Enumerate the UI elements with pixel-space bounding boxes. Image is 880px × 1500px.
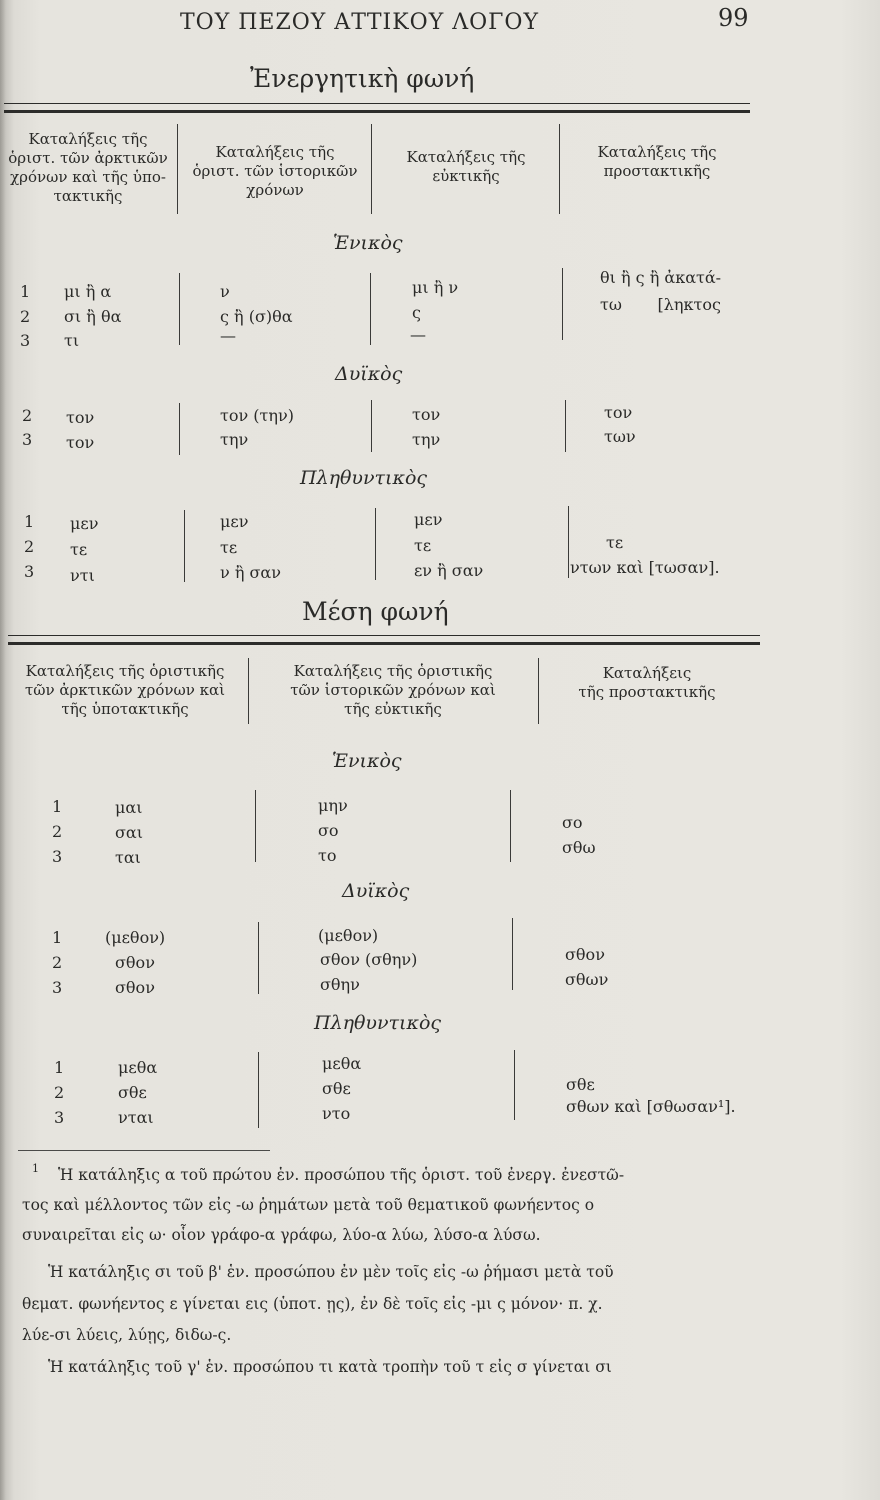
footnote-separator xyxy=(18,1150,270,1151)
row-number: 1 xyxy=(24,512,35,531)
footnote-line: θεματ. φωνήεντος ε γίνεται εις (ὑποτ. ῃς), ἐν δὲ τοῖς εἰς -μι ς μόνον· π. χ. xyxy=(22,1295,603,1313)
active-du-divider-2 xyxy=(371,400,372,452)
active-header-divider-1 xyxy=(177,124,178,214)
active-sg-3-c2: — xyxy=(220,326,236,345)
middle-du-2-c1: σθον xyxy=(115,953,155,972)
middle-du-divider-1 xyxy=(258,922,259,994)
footnote-line: συναιρεῖται εἰς ω· οἷον γράφο-α γράφω, λύο-α λύω, λύσο-α λύσω. xyxy=(22,1226,541,1244)
row-number: 3 xyxy=(20,331,31,350)
footnote-line: Ἡ κατάληξις σι τοῦ β' ἑν. προσώπου ἐν μὲν τοῖς εἰς -ω ῥήμασι μετὰ τοῦ xyxy=(48,1263,614,1281)
row-number: 1 xyxy=(52,797,63,816)
active-header-divider-3 xyxy=(559,124,560,214)
active-pl-1-c1: μεν xyxy=(70,514,99,533)
row-number: 2 xyxy=(52,822,63,841)
middle-header-divider-1 xyxy=(248,658,249,724)
active-header-divider-2 xyxy=(371,124,372,214)
active-header-col1: Καταλήξεις τῆς ὁριστ. τῶν ἀρκτικῶν χρόνων καὶ τῆς ὑπο- τακτικῆς xyxy=(8,130,168,205)
middle-pl-divider-1 xyxy=(258,1052,259,1128)
active-du-2-c3: τον xyxy=(412,405,441,424)
middle-sg-1-c1: μαι xyxy=(115,798,143,817)
middle-sg-divider-1 xyxy=(255,790,256,862)
active-du-2-c4: τον xyxy=(604,403,633,422)
active-sg-divider-3 xyxy=(562,268,563,340)
middle-sg-2-c1: σαι xyxy=(115,823,143,842)
middle-header-col3: Καταλήξεις τῆς προστακτικῆς xyxy=(578,664,716,701)
row-number: 2 xyxy=(54,1083,65,1102)
row-number: 2 xyxy=(24,537,35,556)
active-sg-2-c4: τω [ληκτος xyxy=(600,295,721,314)
footnote-line: λύε-σι λύεις, λύῃς, διδω-ς. xyxy=(22,1326,232,1344)
active-sg-1-c2: ν xyxy=(220,282,230,301)
middle-pl-1-c2: μεθα xyxy=(322,1054,362,1073)
row-number: 3 xyxy=(24,562,35,581)
middle-pl-3-c2: ντο xyxy=(322,1104,351,1123)
middle-sg-2-c3: σο xyxy=(562,813,583,832)
row-number: 2 xyxy=(52,953,63,972)
middle-pl-3-c1: νται xyxy=(118,1108,154,1127)
middle-voice-title: Μέση φωνή xyxy=(302,597,449,626)
middle-header-col1: Καταλήξεις τῆς ὁριστικῆς τῶν ἀρκτικῶν χρόνων καὶ τῆς ὑποτακτικῆς xyxy=(25,662,225,718)
active-sg-divider-2 xyxy=(370,273,371,345)
active-pl-2-c1: τε xyxy=(70,540,88,559)
active-sg-1-c1: μι ἢ α xyxy=(64,282,112,301)
middle-header-col2: Καταλήξεις τῆς ὁριστικῆς τῶν ἱστορικῶν χρόνων καὶ τῆς εὐκτικῆς xyxy=(290,662,496,718)
footnote-marker: 1 xyxy=(32,1162,39,1175)
active-pl-1-c2: μεν xyxy=(220,512,249,531)
middle-sg-divider-2 xyxy=(510,790,511,862)
row-number: 2 xyxy=(22,406,33,425)
middle-du-2-c2: σθον (σθην) xyxy=(320,950,418,969)
row-number: 2 xyxy=(20,307,31,326)
middle-du-divider-2 xyxy=(512,918,513,990)
row-number: 3 xyxy=(22,430,33,449)
active-sg-3-c3: — xyxy=(410,325,426,344)
active-dual-label: Δυϊκὸς xyxy=(335,363,403,385)
row-number: 1 xyxy=(20,282,31,301)
middle-sg-3-c3: σθω xyxy=(562,838,596,857)
middle-table-rule-thin xyxy=(8,635,760,636)
row-number: 3 xyxy=(52,978,63,997)
active-sg-1-c4: θι ἢ ς ἢ ἀκατά- xyxy=(600,268,722,287)
running-head: ΤΟΥ ΠΕΖΟΥ ΑΤΤΙΚΟΥ ΛΟΓΟΥ xyxy=(180,10,539,35)
middle-pl-2-c2: σθε xyxy=(322,1079,351,1098)
active-du-3-c2: την xyxy=(220,430,249,449)
active-pl-2-c2: τε xyxy=(220,538,238,557)
middle-du-1-c2: (μεθον) xyxy=(318,926,379,945)
middle-du-1-c1: (μεθον) xyxy=(105,928,166,947)
active-voice-title: Ἐνεργητικὴ φωνή xyxy=(250,64,475,93)
middle-du-3-c3: σθων xyxy=(565,970,609,989)
active-sg-2-c2: ς ἢ (σ)θα xyxy=(220,307,293,326)
middle-singular-label: Ἑνικὸς xyxy=(332,750,402,772)
active-du-3-c4: των xyxy=(604,427,636,446)
active-du-3-c3: την xyxy=(412,430,441,449)
active-sg-divider-1 xyxy=(179,273,180,345)
active-pl-divider-1 xyxy=(184,510,185,582)
row-number: 3 xyxy=(52,847,63,866)
active-pl-divider-3 xyxy=(568,506,569,578)
active-sg-3-c1: τι xyxy=(64,331,80,350)
active-pl-1-c3: μεν xyxy=(414,510,443,529)
active-du-3-c1: τον xyxy=(66,433,95,452)
active-plural-label: Πληθυντικὸς xyxy=(300,467,428,489)
table-top-rule-thin xyxy=(4,103,750,104)
middle-sg-1-c2: μην xyxy=(318,796,348,815)
middle-header-divider-2 xyxy=(538,658,539,724)
active-du-divider-1 xyxy=(179,403,180,455)
middle-pl-2-c3: σθε xyxy=(566,1075,595,1094)
middle-du-2-c3: σθον xyxy=(565,945,605,964)
active-pl-3-c1: ντι xyxy=(70,566,95,585)
middle-pl-1-c1: μεθα xyxy=(118,1058,158,1077)
active-pl-2-c3: τε xyxy=(414,536,432,555)
middle-plural-label: Πληθυντικὸς xyxy=(314,1012,442,1034)
footnote-line: τος καὶ μέλλοντος τῶν εἰς -ω ῥημάτων μετὰ τοῦ θεματικοῦ φωνήεντος ο xyxy=(22,1196,595,1214)
middle-pl-3-c3: σθων καὶ [σθωσαν¹]. xyxy=(566,1097,736,1116)
middle-du-3-c1: σθον xyxy=(115,978,155,997)
row-number: 1 xyxy=(54,1058,65,1077)
active-sg-2-c3: ς xyxy=(412,303,421,322)
footnote-line: Ἡ κατάληξις α τοῦ πρώτου ἑν. προσώπου τῆς ὁριστ. τοῦ ἐνεργ. ἐνεστῶ- xyxy=(58,1166,625,1184)
active-singular-label: Ἑνικὸς xyxy=(333,232,403,254)
middle-table-rule-thick xyxy=(8,642,760,645)
active-pl-2-c4: τε xyxy=(606,533,624,552)
middle-pl-2-c1: σθε xyxy=(118,1083,147,1102)
active-sg-2-c1: σι ἢ θα xyxy=(64,307,122,326)
active-du-divider-3 xyxy=(565,400,566,452)
footnote-line: Ἡ κατάληξις τοῦ γ' ἑν. προσώπου τι κατὰ τροπὴν τοῦ τ εἰς σ γίνεται σι xyxy=(48,1358,612,1376)
active-pl-3-c3: εν ἢ σαν xyxy=(414,561,484,580)
middle-sg-3-c1: ται xyxy=(115,848,141,867)
middle-pl-divider-2 xyxy=(514,1050,515,1120)
active-pl-3-c4: ντων καὶ [τωσαν]. xyxy=(570,558,720,577)
page-number: 99 xyxy=(718,4,749,32)
middle-sg-2-c2: σο xyxy=(318,821,339,840)
row-number: 1 xyxy=(52,928,63,947)
active-pl-3-c2: ν ἢ σαν xyxy=(220,563,281,582)
active-du-2-c1: τον xyxy=(66,408,95,427)
active-sg-1-c3: μι ἢ ν xyxy=(412,278,459,297)
active-pl-divider-2 xyxy=(375,508,376,580)
active-header-col2: Καταλήξεις τῆς ὁριστ. τῶν ἱστορικῶν χρόνων xyxy=(192,143,358,199)
table-top-rule-thick xyxy=(4,110,750,113)
middle-dual-label: Δυϊκὸς xyxy=(342,880,410,902)
middle-sg-3-c2: το xyxy=(318,846,337,865)
active-header-col3: Καταλήξεις τῆς εὐκτικῆς xyxy=(406,148,526,185)
row-number: 3 xyxy=(54,1108,65,1127)
active-header-col4: Καταλήξεις τῆς προστακτικῆς xyxy=(597,143,717,180)
middle-du-3-c2: σθην xyxy=(320,975,360,994)
active-du-2-c2: τον (την) xyxy=(220,406,294,425)
